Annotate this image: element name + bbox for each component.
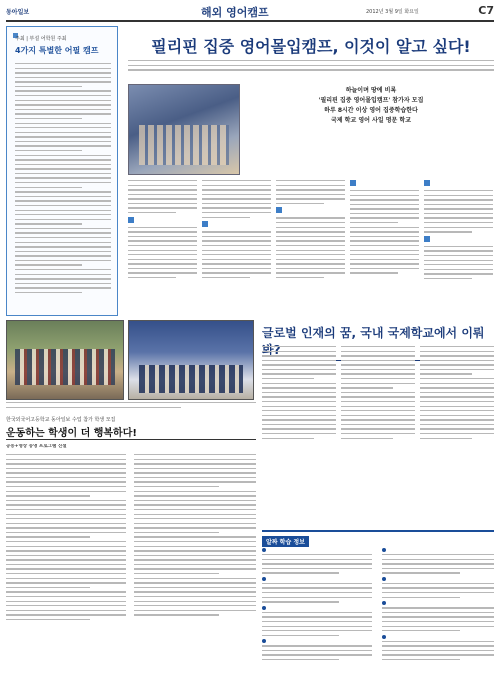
bullet-icon — [382, 635, 386, 639]
students-photo — [128, 320, 254, 400]
camp-group-photo — [128, 84, 240, 175]
global-article-title: 글로벌 인재의 꿈, 국내 국제학교에서 이뤄 — [262, 324, 494, 361]
pull-line: 국제 학교 영어 사일 명문 학교 — [331, 117, 411, 124]
issue-date: 2012년 3월 9일 화요일 — [366, 9, 419, 15]
body-column — [424, 180, 493, 282]
body-column — [202, 180, 271, 282]
body-column — [276, 180, 345, 282]
question-icon — [202, 221, 208, 227]
page-number: C7 — [478, 4, 494, 17]
page-header — [6, 4, 494, 22]
left-article-title: 4가지 특별한 어필 캠프 — [15, 46, 99, 55]
bullet-icon — [262, 639, 266, 643]
left-article-body — [15, 63, 111, 296]
question-icon — [276, 207, 282, 213]
pull-line: 하루 8시간 이상 영어 집중학습한다 — [324, 107, 418, 114]
global-article-body — [262, 346, 494, 526]
info-box-body — [262, 548, 494, 686]
left-article-box — [6, 26, 118, 316]
pull-line: '필리핀 집중 영어몰입캠프' 참가자 모집 — [318, 97, 424, 104]
main-article-intro — [128, 60, 494, 80]
bullet-icon — [382, 601, 386, 605]
main-article-pull-quote — [248, 86, 494, 126]
left-article-kicker: 주최 | 부설 어학원 주최 — [15, 36, 67, 42]
newspaper-name: 동아일보 — [6, 9, 30, 16]
students-photo — [6, 320, 124, 400]
main-article-body — [128, 180, 494, 320]
sports-article-subhead: 공동+영상 동영 프로그램 신설 — [6, 444, 67, 449]
photo-caption — [6, 402, 256, 412]
question-icon — [350, 180, 356, 186]
info-box-title: 알짜 학습 정보 — [262, 536, 309, 547]
pull-line: 하늘이며 땅에 비록 — [345, 87, 397, 94]
bullet-icon — [262, 577, 266, 581]
sports-article-body — [6, 444, 256, 688]
bullet-icon — [262, 548, 266, 552]
body-column — [350, 180, 419, 277]
bullet-icon — [382, 548, 386, 552]
bullet-icon — [382, 577, 386, 581]
question-icon — [424, 236, 430, 242]
body-column — [128, 180, 197, 282]
sports-article-kicker: 한국외국어고등학교 동아일보 수업 참가 학생 모집 — [6, 417, 116, 423]
info-box — [262, 530, 494, 688]
question-icon — [128, 217, 134, 223]
main-article-title: 필리핀 집중 영어몰입캠프, 이것이 알고 싶다! — [151, 37, 471, 56]
question-icon — [424, 180, 430, 186]
section-title: 해외 영어캠프 — [201, 6, 269, 19]
bullet-icon — [262, 606, 266, 610]
sports-article-title: 운동하는 학생이 더 행복하다! — [6, 428, 137, 439]
divider — [6, 439, 256, 440]
